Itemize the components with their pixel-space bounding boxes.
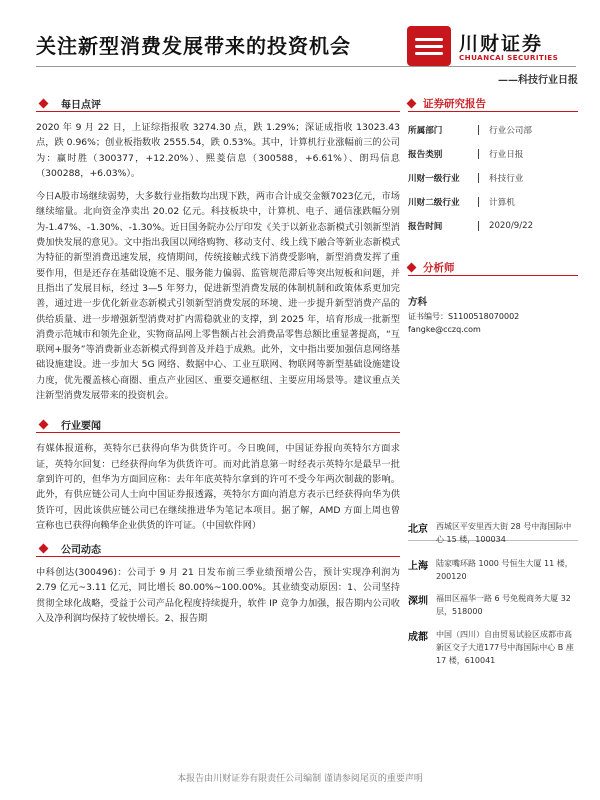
sidebar — [408, 96, 578, 334]
section-heading-company-news — [36, 541, 400, 557]
analyst-name: 方科 — [408, 297, 428, 308]
info-row — [408, 190, 578, 214]
page-footer: 本报告由川财证券有限责任公司编制 谨请参阅尾页的重要声明 — [177, 774, 423, 784]
address-text: 福田区福华一路 6 号免税商务大厦 32 层，518000 — [436, 594, 571, 616]
address-text: 西城区平安里西大街 28 号中海国际中心 15 楼，100034 — [436, 522, 572, 544]
info-row — [408, 142, 578, 166]
info-row — [408, 166, 578, 190]
address-city: 北京 — [408, 524, 428, 535]
paragraph: 2020 年 9 月 22 日，上证综指报收 3274.30 点，跌 1.29%；深证成指收 13023.43 点，跌 0.96%；创业板指数收 2555.54，跌 0.53%。其中，计算机行业涨幅前三的公司为：赢时胜（300377，+12.20%）、熙菱信息（300588，+6.61%）、朗玛信息（300288，+6.03%）。 — [36, 122, 400, 179]
logo-icon — [407, 26, 451, 66]
analyst-cert: 证书编号：S1100518070002 — [408, 312, 520, 321]
section-heading-daily-review — [36, 96, 400, 112]
info-key: 报告类别 — [408, 150, 443, 160]
section-label: 每日点评 — [61, 100, 101, 111]
sidebar-heading-label: 分析师 — [423, 262, 455, 274]
paragraph: 有媒体报道称，英特尔已获得向华为供货许可。今日晚间，中国证券报向英特尔方面求证，英特尔回复：已经获得向华为供货许可。而对此消息第一时经表示英特尔是最早一批拿到许可的，但华为方面回应称：去年年底英特尔拿到的许可不受今年两次制裁的影响。此外，有供应链公司人士向中国证券报透露，英特尔方面向消息方表示已经获得向华为供货许可，因此该供应链公司已在继续推进华为笔记本项目。据了解，AMD 方面上周也曾宣称也已获得向赖华企业供货的许可证。（中国软件网） — [36, 443, 400, 531]
address-beijing — [408, 520, 580, 546]
info-value: 科技行业 — [489, 174, 524, 184]
company-logo — [407, 26, 577, 70]
sidebar-heading-report — [408, 96, 578, 112]
address-text: 陆家嘴环路 1000 号恒生大厦 11 楼，200120 — [436, 559, 573, 581]
diamond-bullet-icon — [39, 544, 49, 554]
info-row — [408, 118, 578, 142]
address-city: 深圳 — [408, 596, 428, 607]
address-shenzhen — [408, 592, 580, 618]
info-value: 计算机 — [489, 198, 515, 208]
sidebar-heading-label: 证券研究报告 — [423, 98, 486, 110]
info-key: 川财二级行业 — [408, 198, 460, 208]
address-city: 成都 — [408, 632, 428, 643]
diamond-bullet-icon — [407, 263, 417, 273]
section-label: 行业要闻 — [61, 421, 101, 433]
section-label: 公司动态 — [61, 545, 101, 557]
info-key: 川财一级行业 — [408, 174, 460, 184]
info-value: 行业公司部 — [489, 126, 532, 136]
info-key: 报告时间 — [408, 222, 443, 232]
sidebar-heading-analyst — [408, 260, 578, 276]
info-value: 行业日报 — [489, 150, 524, 160]
report-subtitle: ——科技行业日报 — [498, 75, 578, 86]
report-title: 关注新型消费发展带来的投资机会 — [36, 34, 351, 58]
address-city: 上海 — [408, 561, 428, 572]
diamond-bullet-icon — [407, 99, 417, 109]
logo-english-name: CHUANCAI SECURITIES — [459, 53, 559, 62]
paragraph: 今日A股市场继续弱势，大多数行业指数均出现下跌，两市合计成交金额7023亿元，市场继续缩量。北向资金净卖出 20.02 亿元。科技板块中，计算机、电子、通信涨跌幅分别为-1.47%、-1.30%、-1.30%。近日国务院办公厅印发《关于以新业态新模式引领新型消费加快发展的意见》。文中指出我国以网络购物、移动支付、线上线下融合等新业态新模式为特征的新型消费迅速发展，疫情期间，传统接触式线下消费受影响，新型消费发挥了重要作用，但是还存在基础设施不足、服务能力偏弱、监管规范滞后等突出短板和问题，并且指出了发展目标，经过 3—5 年努力，促进新型消费发展的体制机制和政策体系更加完善，通过进一步优化新业态新模式引领新型消费发展的环境、进一步提升新型消费产品的供给质量、进一步增强新型消费对扩内需稳就业的支撑，到 2025 年，培育形成一批新型消费示范城市和领先企业，实物商品网上零售额占社会消费品零售总额比重显著提高，“互联网+服务”等消费新业态新模式得到普及并趋于成熟。此外，文中指出要加强信息网络基础设施建设。进一步加大 5G 网络、数据中心、工业互联网、物联网等新型基础设施建设力度，优先覆盖核心商圈、重点产业园区、重要交通枢纽、主要应用场景等。建议重点关注新型消费发展带来的投资机会。 — [36, 191, 400, 402]
diamond-bullet-icon — [39, 420, 49, 430]
main-content — [36, 96, 400, 634]
logo-chinese-name: 川财证券 — [459, 33, 544, 55]
info-value: 2020/9/22 — [489, 221, 534, 231]
header-divider — [36, 66, 576, 67]
address-chengdu — [408, 628, 580, 667]
info-key: 所属部门 — [408, 126, 443, 136]
info-row — [408, 214, 578, 238]
paragraph: 中科创达(300496)：公司于 9 月 21 日发布前三季业绩预增公告，预计实现净利润为 2.79 亿元~3.11 亿元，同比增长 80.00%~100.00%。其业绩变动原因：1、公司坚持贯彻全球化战略，受益于公司产品化程度持续提升，软件 IP 竞争力加强，报告期内公司收入及净利润均保持了较快增长。2、报告期 — [36, 567, 400, 625]
section-heading-industry-news — [36, 417, 400, 433]
diamond-bullet-icon — [39, 99, 49, 109]
address-text: 中国（四川）自由贸易试验区成都市高新区交子大道177号中海国际中心 B 座 17 楼，610041 — [436, 630, 574, 665]
report-info-table — [408, 118, 578, 238]
analyst-email[interactable]: fangke@cczq.com — [408, 325, 481, 334]
address-shanghai — [408, 557, 580, 583]
